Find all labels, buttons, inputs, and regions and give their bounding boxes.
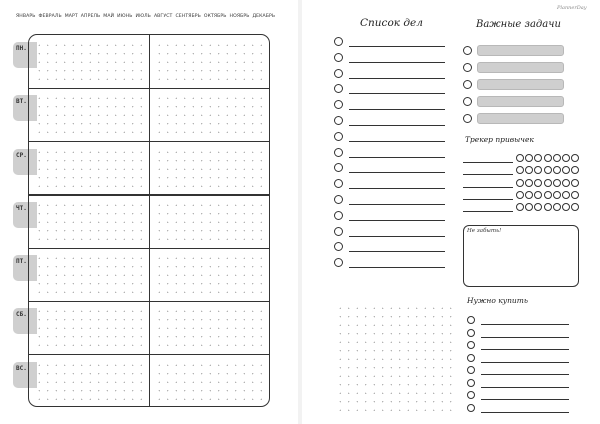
month-label: ИЮНЬ (117, 14, 133, 19)
habit-circle[interactable] (553, 191, 561, 199)
important-field (477, 45, 564, 56)
todo-line (349, 172, 445, 173)
todo-checkbox[interactable] (334, 53, 343, 62)
week-row-divider (29, 301, 269, 302)
dot-grid-cell (35, 361, 143, 402)
todo-line (349, 46, 445, 47)
habit-circle[interactable] (534, 179, 542, 187)
note-box[interactable] (463, 225, 579, 287)
todo-line (349, 204, 445, 205)
dot-grid-cell (35, 41, 143, 82)
important-field (477, 96, 564, 107)
habit-line (463, 187, 513, 188)
important-checkbox[interactable] (463, 46, 472, 55)
day-tab: ПН. (13, 42, 37, 68)
todo-checkbox[interactable] (334, 211, 343, 220)
habit-circle[interactable] (562, 179, 570, 187)
shopping-checkbox[interactable] (467, 329, 475, 337)
todo-checkbox[interactable] (334, 37, 343, 46)
month-label: АВГУСТ (153, 14, 173, 19)
important-checkbox[interactable] (463, 63, 472, 72)
tracker-title: Трекер привычек (465, 135, 534, 144)
habit-circle[interactable] (516, 154, 524, 162)
week-column-divider (149, 35, 150, 406)
habit-circle[interactable] (562, 154, 570, 162)
habit-circle[interactable] (544, 179, 552, 187)
todo-checkbox[interactable] (334, 195, 343, 204)
todo-line (349, 141, 445, 142)
dot-grid-cell (155, 254, 263, 295)
todo-title: Список дел (360, 17, 423, 29)
habit-line (463, 162, 513, 163)
shopping-line (481, 374, 569, 375)
habit-line (463, 174, 513, 175)
todo-checkbox[interactable] (334, 116, 343, 125)
shopping-line (481, 387, 569, 388)
todo-checkbox[interactable] (334, 69, 343, 78)
month-label: ИЮЛЬ (135, 14, 151, 19)
habit-line (463, 199, 513, 200)
todo-line (349, 267, 445, 268)
shopping-line (481, 399, 569, 400)
todo-line (349, 188, 445, 189)
shopping-line (481, 412, 569, 413)
brand-logo: PlannerDay (557, 5, 587, 11)
month-label: ФЕВРАЛЬ (38, 14, 62, 19)
habit-circle[interactable] (571, 179, 579, 187)
shopping-checkbox[interactable] (467, 379, 475, 387)
todo-checkbox[interactable] (334, 132, 343, 141)
note-label: Не забыть! (467, 228, 502, 234)
day-tab: ЧТ. (13, 202, 37, 228)
dot-grid-cell (155, 148, 263, 189)
month-label: СЕНТЯБРЬ (175, 14, 201, 19)
todo-line (349, 251, 445, 252)
month-label: ОКТЯБРЬ (203, 14, 227, 19)
important-checkbox[interactable] (463, 80, 472, 89)
habit-circle[interactable] (516, 191, 524, 199)
day-tab: СБ. (13, 308, 37, 334)
month-label: МАРТ (64, 14, 78, 19)
week-row-divider (29, 88, 269, 89)
todo-line (349, 93, 445, 94)
important-field (477, 79, 564, 90)
dot-grid-cell (155, 94, 263, 135)
shopping-checkbox[interactable] (467, 354, 475, 362)
weekly-page (0, 0, 298, 424)
shopping-checkbox[interactable] (467, 316, 475, 324)
habit-circle[interactable] (544, 166, 552, 174)
todo-checkbox[interactable] (334, 227, 343, 236)
todo-checkbox[interactable] (334, 148, 343, 157)
shopping-line (481, 337, 569, 338)
dot-grid-cell (35, 94, 143, 135)
important-checkbox[interactable] (463, 114, 472, 123)
todo-line (349, 62, 445, 63)
important-title: Важные задачи (476, 19, 561, 30)
month-strip (16, 14, 286, 19)
dot-grid-cell (155, 361, 263, 402)
habit-circle[interactable] (562, 191, 570, 199)
week-grid (28, 34, 270, 407)
day-tab: СР. (13, 149, 37, 175)
month-label: НОЯБРЬ (229, 14, 250, 19)
important-checkbox[interactable] (463, 97, 472, 106)
dot-grid-cell (35, 201, 143, 242)
dot-grid-cell (155, 201, 263, 242)
dot-grid-cell (35, 254, 143, 295)
week-row-divider (29, 194, 269, 195)
week-row-divider (29, 354, 269, 355)
todo-line (349, 220, 445, 221)
dot-grid-cell (35, 307, 143, 348)
day-tab: ВТ. (13, 95, 37, 121)
todo-line (349, 125, 445, 126)
important-field (477, 113, 564, 124)
shopping-line (481, 349, 569, 350)
habit-circle[interactable] (553, 154, 561, 162)
day-tab: ПТ. (13, 255, 37, 281)
dot-grid-cell (155, 307, 263, 348)
shopping-line (481, 324, 569, 325)
month-label: ЯНВАРЬ (16, 14, 36, 19)
shopping-checkbox[interactable] (467, 341, 475, 349)
habit-line (463, 211, 513, 212)
important-field (477, 62, 564, 73)
month-label: ДЕКАБРЬ (252, 14, 276, 19)
shopping-line (481, 362, 569, 363)
shopping-checkbox[interactable] (467, 404, 475, 412)
todo-line (349, 109, 445, 110)
shopping-checkbox[interactable] (467, 391, 475, 399)
todo-line (349, 78, 445, 79)
week-row-divider (29, 248, 269, 249)
habit-circle[interactable] (553, 179, 561, 187)
habit-circle[interactable] (544, 191, 552, 199)
shopping-checkbox[interactable] (467, 366, 475, 374)
day-tab: ВС. (13, 362, 37, 388)
shopping-title: Нужно купить (467, 296, 528, 305)
habit-circle[interactable] (553, 203, 561, 211)
habit-circle[interactable] (544, 154, 552, 162)
dot-grid-notes (336, 304, 454, 412)
todo-line (349, 236, 445, 237)
month-label: МАЙ (103, 14, 115, 19)
month-label: АПРЕЛЬ (80, 14, 101, 19)
todo-line (349, 157, 445, 158)
habit-circle[interactable] (525, 179, 533, 187)
week-row-divider (29, 141, 269, 142)
habit-circle[interactable] (516, 179, 524, 187)
habit-circle[interactable] (544, 203, 552, 211)
dot-grid-cell (155, 41, 263, 82)
dot-grid-cell (35, 148, 143, 189)
